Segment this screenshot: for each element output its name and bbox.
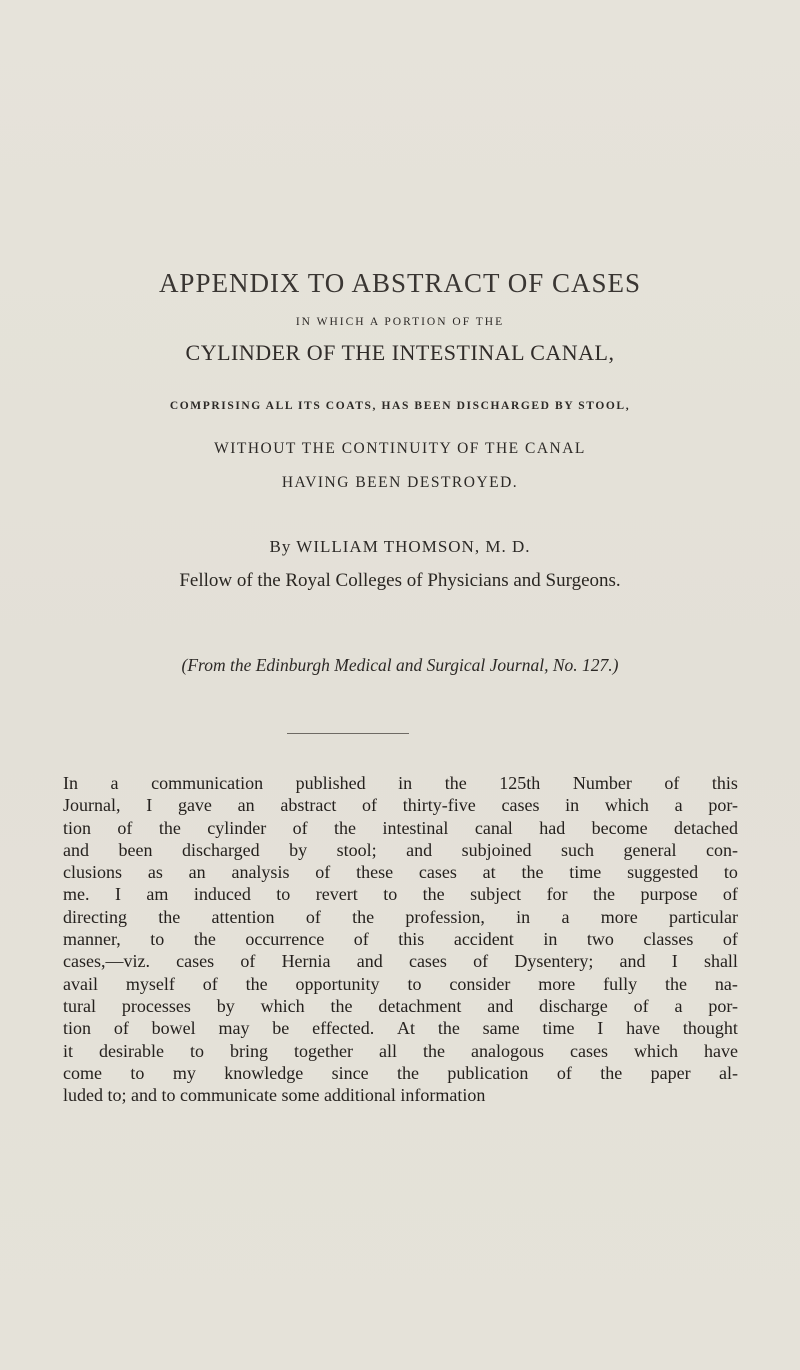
- body-line: directing the attention of the profession, in a more particular: [63, 906, 738, 927]
- subtitle-line-4: WITHOUT THE CONTINUITY OF THE CANAL: [214, 440, 586, 457]
- body-paragraph: [63, 772, 738, 1106]
- body-line: it desirable to bring together all the analogous cases which have: [63, 1040, 738, 1061]
- body-line: manner, to the occurrence of this accident in two classes of: [63, 929, 738, 950]
- body-line: In a communication published in the 125th Number of this: [63, 773, 738, 793]
- body-line: tural processes by which the detachment and discharge of a por-: [63, 995, 738, 1016]
- author-affiliation: Fellow of the Royal Colleges of Physicians and Surgeons.: [179, 570, 621, 591]
- page-title: APPENDIX TO ABSTRACT OF CASES: [158, 268, 642, 298]
- body-line: clusions as an analysis of these cases at the time suggested to: [63, 862, 738, 883]
- body-line: luded to; and to communicate some additional information: [63, 1085, 486, 1106]
- subtitle-line-2: CYLINDER OF THE INTESTINAL CANAL,: [185, 340, 615, 365]
- subtitle-line-3: COMPRISING ALL ITS COATS, HAS BEEN DISCHARGED BY STOOL,: [169, 400, 631, 412]
- body-line: tion of bowel may be effected. At the same time I have thought: [63, 1018, 738, 1039]
- divider-rule: [287, 733, 409, 734]
- body-line: avail myself of the opportunity to consider more fully the na-: [63, 973, 738, 994]
- body-line: me. I am induced to revert to the subject for the purpose of: [63, 884, 738, 905]
- subtitle-line-5: HAVING BEEN DESTROYED.: [281, 474, 519, 491]
- author-line: By WILLIAM THOMSON, M. D.: [269, 537, 531, 556]
- body-line: cases,—viz. cases of Hernia and cases of Dysentery; and I shall: [63, 951, 738, 972]
- body-line: Journal, I gave an abstract of thirty-five cases in which a por-: [63, 795, 738, 816]
- body-line: tion of the cylinder of the intestinal canal had become detached: [63, 817, 738, 838]
- subtitle-line-1: IN WHICH A PORTION OF THE: [295, 316, 505, 328]
- body-line: come to my knowledge since the publication of the paper al-: [63, 1062, 738, 1083]
- source-citation: (From the Edinburgh Medical and Surgical Journal, No. 127.): [181, 655, 619, 675]
- body-line: and been discharged by stool; and subjoined such general con-: [63, 839, 738, 860]
